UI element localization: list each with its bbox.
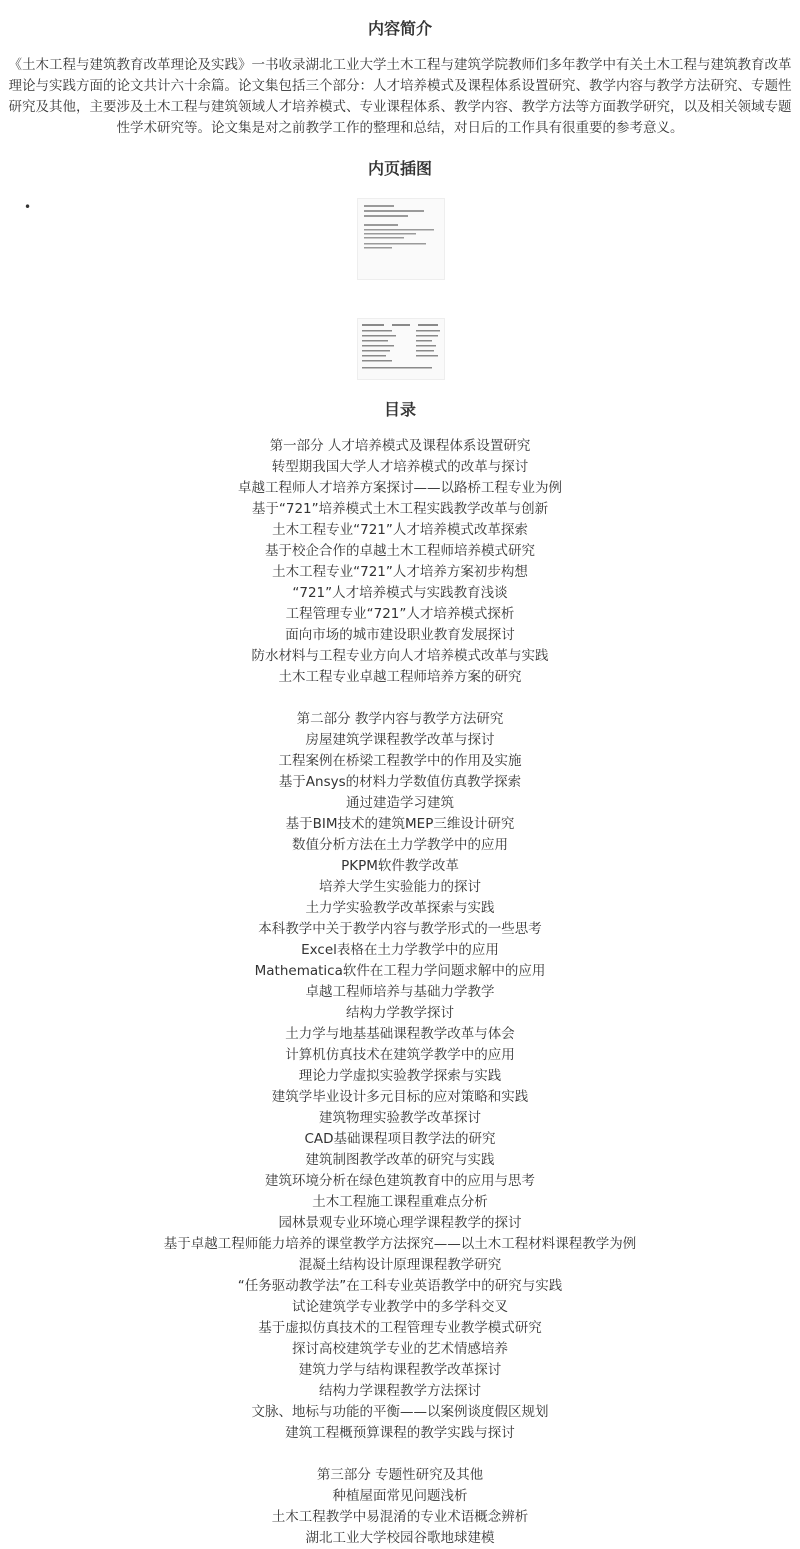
toc-spacer (0, 688, 800, 709)
toc-item: 文脉、地标与功能的平衡——以案例谈度假区规划 (251, 1404, 549, 1420)
intro-heading: 内容简介 (367, 19, 432, 38)
toc-item: 通过建造学习建筑 (346, 795, 454, 811)
toc-item: 转型期我国大学人才培养模式的改革与探讨 (271, 459, 529, 475)
toc-item: 土木工程施工课程重难点分析 (312, 1194, 488, 1210)
toc-item: 基于校企合作的卓越土木工程师培养模式研究 (265, 543, 535, 559)
toc-part-3-title: 第三部分 专题性研究及其他 (316, 1467, 484, 1483)
toc-item: 混凝土结构设计原理课程教学研究 (298, 1257, 502, 1273)
intro-paragraph: 《土木工程与建筑教育改革理论及实践》一书收录湖北工业大学土木工程与建筑学院教师们多年教学中有关土木工程与建筑教育改革理论与实践方面的论文共计六十余篇。论文集包括三个部分：人才培养模式及课程体系设置研究、教学内容与教学方法研究、专题性研究及其他，主要涉及土木工程与建筑领域人才培养模式、专业课程体系、教学内容、教学方法等方面教学研究，以及相关领域专题性学术研究等。论文集是对之前教学工作的整理和总结，对日后的工作具有很重要的参考意义。 (8, 57, 792, 136)
toc-item: 基于Ansys的材料力学数值仿真教学探索 (278, 774, 522, 790)
toc-item: 面向市场的城市建设职业教育发展探讨 (285, 627, 515, 643)
toc-item: 建筑环境分析在绿色建筑教育中的应用与思考 (265, 1173, 535, 1189)
toc-item: 本科教学中关于教学内容与教学形式的一些思考 (258, 921, 542, 937)
toc-item: Mathematica软件在工程力学问题求解中的应用 (254, 963, 546, 979)
toc-item: 土力学与地基基础课程教学改革与体会 (285, 1026, 515, 1042)
toc-part-2-title: 第二部分 教学内容与教学方法研究 (296, 711, 504, 727)
toc-spacer (0, 1444, 800, 1465)
toc-item: 土木工程专业卓越工程师培养方案的研究 (278, 669, 522, 685)
toc-item: 探讨高校建筑学专业的艺术情感培养 (292, 1341, 508, 1357)
toc-item: 基于卓越工程师能力培养的课堂教学方法探究——以土木工程材料课程教学为例 (163, 1236, 637, 1252)
toc-item: 土木工程专业“721”人才培养模式改革探索 (272, 522, 528, 538)
toc-item: 基于虚拟仿真技术的工程管理专业教学模式研究 (258, 1320, 542, 1336)
copyright-page-image (358, 199, 444, 279)
toc-item: 计算机仿真技术在建筑学教学中的应用 (285, 1047, 515, 1063)
table-of-contents (0, 436, 800, 1549)
toc-item: 建筑学毕业设计多元目标的应对策略和实践 (271, 1089, 529, 1105)
toc-item: 数值分析方法在土力学教学中的应用 (292, 837, 508, 853)
toc-item: CAD基础课程项目教学法的研究 (304, 1131, 496, 1147)
toc-item: 建筑物理实验教学改革探讨 (319, 1110, 481, 1126)
toc-item: 建筑制图教学改革的研究与实践 (305, 1152, 495, 1168)
toc-item: 土木工程专业“721”人才培养方案初步构想 (272, 564, 528, 580)
toc-item: 结构力学教学探讨 (346, 1005, 454, 1021)
page-illustration-2[interactable] (357, 318, 445, 380)
toc-item: 基于BIM技术的建筑MEP三维设计研究 (285, 816, 515, 832)
toc-item: 土力学实验教学改革探索与实践 (305, 900, 495, 916)
toc-item: 建筑工程概预算课程的教学实践与探讨 (285, 1425, 515, 1441)
page-illustration-1[interactable] (357, 198, 445, 280)
illustration-bullet: • (24, 200, 32, 214)
toc-item: 卓越工程师培养与基础力学教学 (305, 984, 495, 1000)
toc-item: 湖北工业大学校园谷歌地球建模 (305, 1530, 495, 1546)
toc-item: 房屋建筑学课程教学改革与探讨 (305, 732, 495, 748)
toc-item: 防水材料与工程专业方向人才培养模式改革与实践 (251, 648, 549, 664)
toc-item: “721”人才培养模式与实践教育浅谈 (292, 585, 508, 601)
toc-item: 培养大学生实验能力的探讨 (319, 879, 481, 895)
toc-item: “任务驱动教学法”在工科专业英语教学中的研究与实践 (237, 1278, 563, 1294)
toc-item: 种植屋面常见问题浅析 (332, 1488, 468, 1504)
publication-info-image (358, 319, 444, 379)
toc-item: 试论建筑学专业教学中的多学科交叉 (292, 1299, 508, 1315)
toc-item: 建筑力学与结构课程教学改革探讨 (298, 1362, 502, 1378)
toc-item: 基于“721”培养模式土木工程实践教学改革与创新 (251, 501, 549, 517)
toc-item: 土木工程教学中易混淆的专业术语概念辨析 (271, 1509, 529, 1525)
toc-item: Excel表格在土力学教学中的应用 (301, 942, 499, 958)
toc-item: PKPM软件教学改革 (341, 858, 459, 874)
toc-item: 卓越工程师人才培养方案探讨——以路桥工程专业为例 (238, 480, 562, 496)
illustrations-heading: 内页插图 (367, 159, 432, 178)
toc-item: 工程管理专业“721”人才培养模式探析 (285, 606, 515, 622)
toc-item: 理论力学虚拟实验教学探索与实践 (298, 1068, 502, 1084)
toc-heading: 目录 (383, 400, 416, 419)
toc-part-1-title: 第一部分 人才培养模式及课程体系设置研究 (269, 438, 531, 454)
toc-item: 园林景观专业环境心理学课程教学的探讨 (278, 1215, 522, 1231)
toc-item: 结构力学课程教学方法探讨 (319, 1383, 481, 1399)
toc-item: 工程案例在桥梁工程教学中的作用及实施 (278, 753, 522, 769)
